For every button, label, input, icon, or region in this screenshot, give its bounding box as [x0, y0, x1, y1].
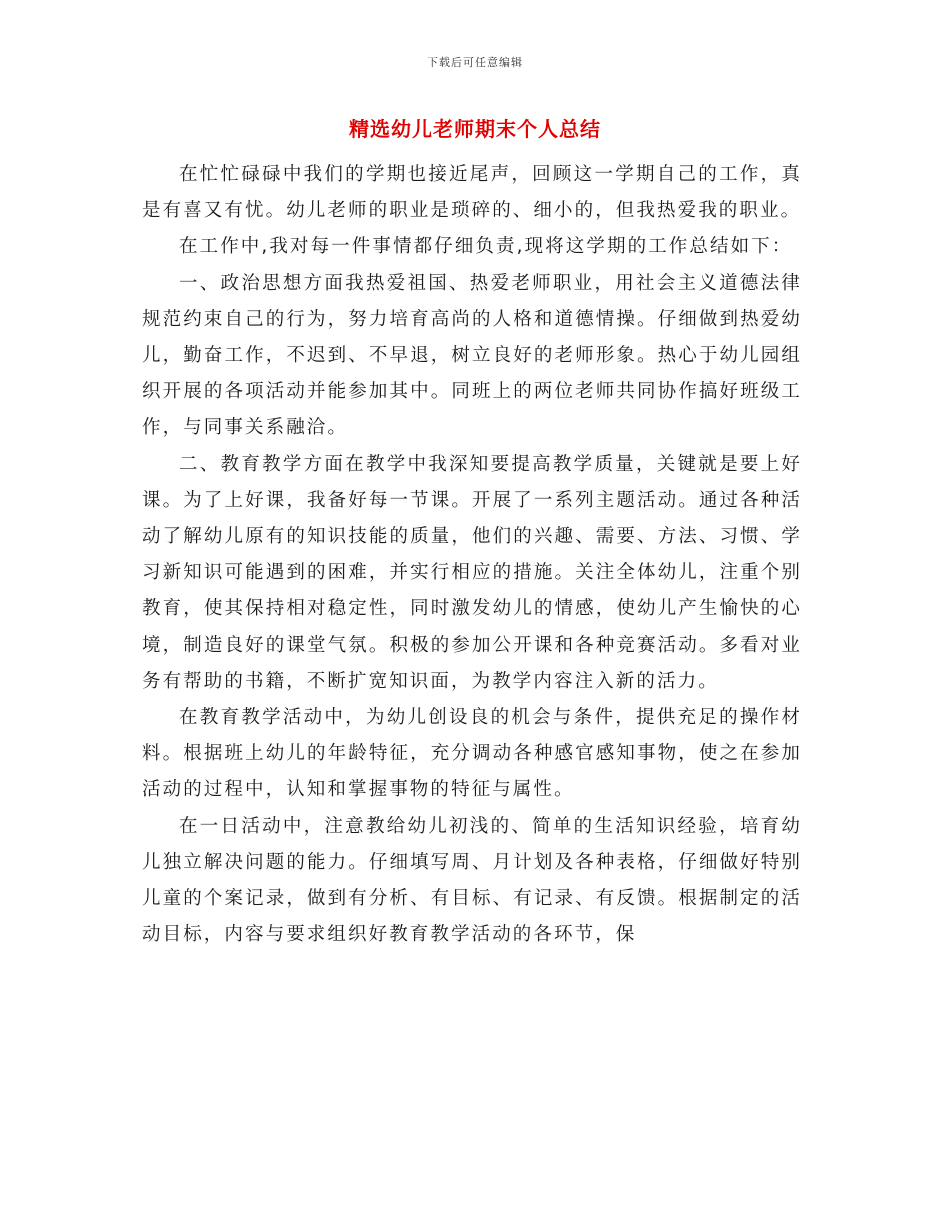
- paragraph-teaching-activities: 在教育教学活动中，为幼儿创设良的机会与条件，提供充足的操作材料。根据班上幼儿的年龄特征，充分调动各种感官感知事物，使之在参加活动的过程中，认知和掌握事物的特征与属性。: [142, 707, 802, 801]
- paragraph-teaching: 二、教育教学方面在教学中我深知要提高教学质量，关键就是要上好课。为了上好课，我备好每一节课。开展了一系列主题活动。通过各种活动了解幼儿原有的知识技能的质量，他们的兴趣、需要、方法、习惯、学习新知识可能遇到的困难，并实行相应的措施。关注全体幼儿，注重个别教育，使其保持相对稳定性，同时激发幼儿的情感，使幼儿产生愉快的心境，制造良好的课堂气氛。积极的参加公开课和各种竞赛活动。多看对业务有帮助的书籍，不断扩宽知识面，为教学内容注入新的活力。: [142, 453, 802, 692]
- paragraph-summary-lead: 在工作中,我对每一件事情都仔细负责,现将这学期的工作总结如下：: [179, 236, 793, 258]
- paragraph-political-thought: 一、政治思想方面我热爱祖国、热爱老师职业，用社会主义道德法律规范约束自己的行为，努力培育高尚的人格和道德情操。仔细做到热爱幼儿，勤奋工作，不迟到、不早退，树立良好的老师形象。热心于幼儿园组织开展的各项活动并能参加其中。同班上的两位老师共同协作搞好班级工作，与同事关系融洽。: [142, 272, 802, 439]
- paragraph-intro: 在忙忙碌碌中我们的学期也接近尾声，回顾这一学期自己的工作，真是有喜又有忧。幼儿老师的职业是琐碎的、细小的，但我热爱我的职业。: [142, 164, 802, 222]
- paragraph-daily-activities: 在一日活动中，注意教给幼儿初浅的、简单的生活知识经验，培育幼儿独立解决问题的能力。仔细填写周、月计划及各种表格，仔细做好特别儿童的个案记录，做到有分析、有目标、有记录、有反馈。根据制定的活动目标，内容与要求组织好教育教学活动的各环节，保: [142, 815, 802, 946]
- document-title: 精选幼儿老师期末个人总结: [349, 117, 601, 141]
- header-note: 下载后可任意编辑: [427, 56, 523, 69]
- document-body: [142, 157, 802, 953]
